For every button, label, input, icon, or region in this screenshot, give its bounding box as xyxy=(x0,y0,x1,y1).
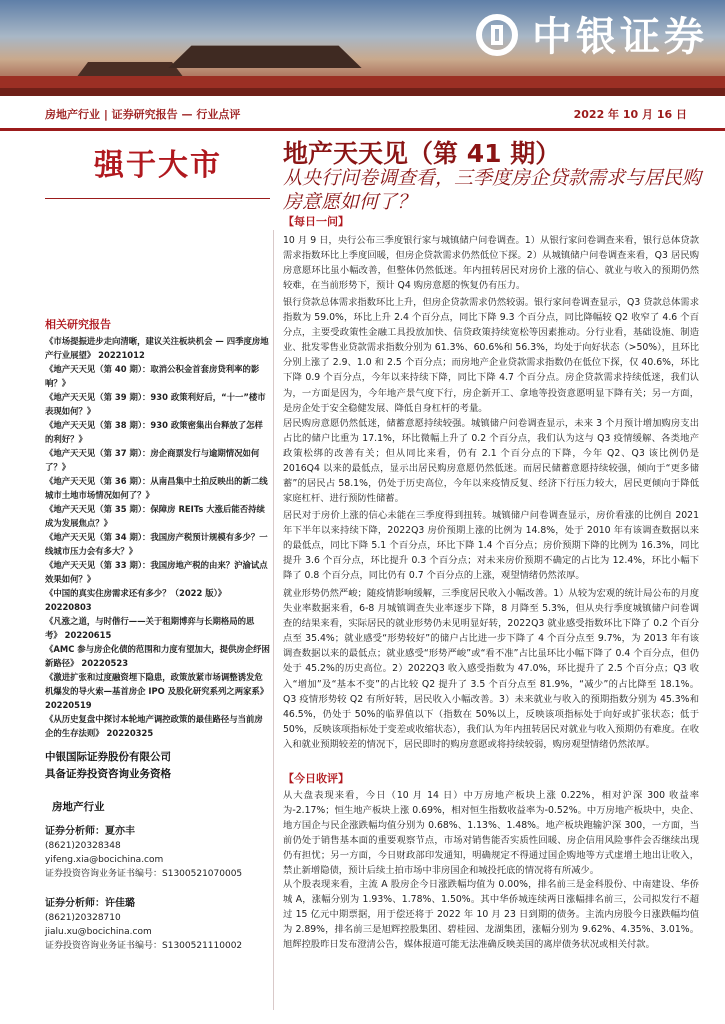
analyst-phone: (8621)20328348 xyxy=(45,841,121,851)
section-tag-daily-question: 【每日一问】 xyxy=(283,215,349,228)
analyst-name: 证券分析师：许佳璐 xyxy=(45,898,135,909)
related-report-item[interactable]: 《从历史复盘中探讨本轮地产调控政策的最佳路径与当前房企的生存法则》 20220325 xyxy=(45,714,263,738)
analyst-cert: 证券投资咨询业务证书编号：S1300521070005 xyxy=(45,869,243,879)
daily-para-5: 就业形势仍然严峻；随疫情影响缓解，三季度居民收入小幅改善。1）从较为宏观的统计局公布的月度失业率数据来看，6-8 月城镇调查失业率逐步下降，8 月降至 5.3%，但从央行季度城镇储户问卷调查的结果来看，实际居民的就业形势仍未见明显好转，2022Q3 就业感受指数环比下降了 0.2 个百分点至 35.4%；就业感受“形势较好”的储户占比进一步下降了 4 个百分点至 9.7%，为 2013 年有该调查数据以来的最低点；就业感受“形势严峻”或“看不准”占比虽环比小幅下降了 0.4 个百分点，但仍处于 45.2%的历史高位。2）2022Q3 收入感受指数为 47.0%，环比提升了 2.5 个百分点；Q3 收入“增加”及“基本不变”的占比较 Q2 提升了 3.5 个百分点至 81.9%，“减少”的占比降至 18.1%。Q3 疫情形势较 Q2 有所好转，居民收入小幅改善。3）未来就业与收入的预期指数分别为 45.3%和 46.5%，仍处于 50%的临界值以下（指数在 50%以上，反映该项指标处于向好或扩张状态；低于 50%，反映该项指标处于变差或收缩状态），我们认为年内扭转居民对就业与收入预期仍有难度。在收入和就业预期较差的情况下，居民即时的购房意愿或将持续较弱，购房观望情绪仍然浓厚。 xyxy=(283,588,699,750)
analyst-cert: 证券投资咨询业务证书编号：S1300521110002 xyxy=(45,941,243,951)
report-date: 2022 年 10 月 16 日 xyxy=(573,108,687,121)
related-report-item[interactable]: 《地产天天见（第 38 期）：930 政策密集出台释放了怎样的利好？》 xyxy=(45,420,263,444)
related-report-item[interactable]: 《地产天天见（第 33 期）：我国房地产税的由来？沪渝试点效果如何？》 xyxy=(45,560,268,584)
daily-para-3: 居民购房意愿仍然低迷，储蓄意愿持续较强。城镇储户问卷调查显示，未来 3 个月预计增加购房支出占比的储户比重为 17.1%，环比微幅上升了 0.2 个百分点，我们认为这与 Q3 疫情缓解、各类地产政策松绑的改善有关；但从同比来看，仍有 2.1 个百分点的下降，今年 Q2、Q3 该比例仍是 2016Q4 以来的最低点，显示出居民购房意愿仍然低迷。而居民储蓄意愿持续较强，倾向于“更多储蓄”的居民占 58.1%，仍处于历史高位，今年以来疫情反复、经济下行压力较大，居民更倾向于降低家庭杠杆、进行预防性储蓄。 xyxy=(283,418,699,505)
palace-roof-left xyxy=(70,58,190,78)
today-para-2: 从个股表现来看，主流 A 股房企今日涨跌幅均值为 0.00%，排名前三是金科股份、中南建设、华侨城 A，涨幅分别为 1.93%、1.78%、1.50%。其中华侨城连续两日涨幅排名前三，公司拟发行不超过 15 亿元中期票据，用于偿还将于 2022 年 10 月 23 日到期的债务。主流内房股今日涨跌幅均值为 2.89%，排名前三是旭辉控股集团、碧桂园、龙湖集团，涨幅分别为 9.62%、4.35%、3.01%。旭辉控股昨日发布澄清公告，媒体报道可能无法准确反映美国的离岸债务状况或相关付款。 xyxy=(283,879,699,951)
company-qualification: 具备证券投资咨询业务资格 xyxy=(45,768,171,780)
analyst-name: 证券分析师：夏亦丰 xyxy=(45,826,135,837)
related-report-item[interactable]: 《地产天天见（第 34 期）：我国房产税预计规模有多少？一线城市压力会有多大？》 xyxy=(45,532,268,556)
report-title: 地产天天见（第 41 期） xyxy=(283,139,561,168)
related-reports-list xyxy=(45,334,271,740)
related-report-item[interactable]: 《地产天天见（第 35 期）：保障房 REITs 大涨后能否持续成为发展焦点？》 xyxy=(45,504,265,528)
related-report-item[interactable]: 《激进扩张和过度融资埋下隐患，政策放紧市场调整诱发危机爆发的导火索—基首房企 IPO 及股化研究系列之两家系》 20220519 xyxy=(45,672,269,710)
palace-ground xyxy=(0,88,725,96)
related-report-item[interactable]: 《地产天天见（第 39 期）：930 政策利好后，“十一”楼市表现如何？》 xyxy=(45,392,266,416)
related-reports-title: 相关研究报告 xyxy=(45,318,111,331)
palace-roof xyxy=(150,40,380,68)
daily-para-4: 居民对于房价上涨的信心未能在三季度得到扭转。城镇储户问卷调查显示，房价看涨的比例自 2021 年下半年以来持续下降，2022Q3 房价预期上涨的比例为 14.8%，处于 2010 年有该调查数据以来的最低点，同比下降 5.1 个百分点，环比下降 1.4 个百分点；房价预期下降的比例为 16.3%，同比提升 3.6 个百分点，环比提升 0.3 个百分点；对未来房价预期不确定的占比为 12.4%，环比小幅下降了 0.8 个百分点，同比仍有 0.7 个百分点的上涨，观望情绪仍然浓厚。 xyxy=(283,510,699,582)
boc-logo-icon xyxy=(476,14,518,56)
related-report-item[interactable]: 《中国的真实住房需求还有多少？（2022 版）》 20220803 xyxy=(45,588,227,612)
report-category: 房地产行业 | 证券研究报告 — 行业点评 xyxy=(45,108,241,121)
sidebar-rule xyxy=(45,198,270,199)
related-report-item[interactable]: 《地产天天见（第 36 期）：从南昌集中土拍反映出的新二线城市土地市场情况如何了？》 xyxy=(45,476,268,500)
related-report-item[interactable]: 《市场提振进步走向清晰，建议关注板块机会 — 四季度房地产行业展望》 20221012 xyxy=(45,336,269,360)
sector-label: 房地产行业 xyxy=(52,801,105,813)
company-name: 中银国际证券股份有限公司 xyxy=(45,751,171,763)
today-para-1: 从大盘表现来看，今日（10 月 14 日）中万房地产板块上涨 0.22%，相对沪深 300 收益率为-2.17%；恒生地产板块上涨 0.69%，相对恒生指数收益率为-0.52%。中万房地产板块中，央企、地方国企与民企涨跌幅均值分别为 0.68%、1.13%、1.48%。地产板块跑输沪深 300，一方面，当前仍处于销售基本面的重要观察节点，市场对销售能否实质性回暖、房企信用风险事件会否继续出现仍有担忧；另一方面，今日财政部印发通知，明确规定不得通过国企购地等方式虚增土地出让收入，禁止新增隐债，预计后续土拍市场中非房国企和城投托底的情况将有所减少。 xyxy=(283,790,699,877)
analyst-block xyxy=(45,897,271,953)
daily-para-1: 10 月 9 日，央行公布三季度银行家与城镇储户问卷调查。1）从银行家问卷调查来看，银行总体贷款需求指数环比上季度回暖，但房企贷款需求仍然低位下探。2）从城镇储户问卷调查来看，Q3 居民购房意愿环比虽小幅改善，但整体仍然低迷。年内扭转居民对房价上涨的信心、就业与收入的预期仍然较难，在当前形势下，预计 Q4 购房意愿的恢复仍有压力。 xyxy=(283,235,699,292)
report-subtitle: 从央行问卷调查看，三季度房企贷款需求与居民购房意愿如何了？ xyxy=(283,167,702,213)
daily-para-2: 银行贷款总体需求指数环比上升，但房企贷款需求仍然较弱。银行家问卷调查显示，Q3 贷款总体需求指数为 59.0%，环比上升 2.4 个百分点，同比下降 9.3 个百分点，同比降幅较 Q2 收窄了 4.6 个百分点，主要受政策性金融工具投放加快、信贷政策持续宽松等因素推动。分行业看，基础设施、制造业、批发零售业贷款需求指数分别为 61.3%、60.6%和 56.3%，均处于向好状态（>50%），且环比分别上涨了 2.9、1.0 和 2.5 个百分点；而房地产企业贷款需求指数仍在低位下探，仅 40.6%，环比下降 0.9 个百分点，今年以来持续下降，同比下降 4.7 个百分点。房企贷款需求持续低迷，我们认为，一方面是因为，今年地产景气度下行，房企新开工、拿地等投资意愿明显下降有关；另一方面，是房企处于安全稳健发展、降低自身杠杆的考量。 xyxy=(283,297,699,414)
analyst-email[interactable]: yifeng.xia@bocichina.com xyxy=(45,855,164,865)
column-divider xyxy=(273,230,274,1010)
related-report-item[interactable]: 《AMC 参与房企化债的范围和力度有望加大，提供房企纾困新路径》 20220523 xyxy=(45,644,270,668)
related-report-item[interactable]: 《凡涨之道，与时偕行——关于租期博弈与长期格局的思考》 20220615 xyxy=(45,616,255,640)
company-info xyxy=(45,749,171,783)
analyst-email[interactable]: jialu.xu@bocichina.com xyxy=(45,927,152,937)
related-report-item[interactable]: 《地产天天见（第 40 期）：取消公积金首套房贷利率的影响？》 xyxy=(45,364,260,388)
rating-label: 强于大市 xyxy=(94,148,222,183)
analyst-phone: (8621)20328710 xyxy=(45,913,121,923)
section-tag-today-review: 【今日收评】 xyxy=(283,772,349,785)
related-report-item[interactable]: 《地产天天见（第 37 期）：房企商票发行与逾期情况如何了？》 xyxy=(45,448,260,472)
analyst-block xyxy=(45,825,271,881)
brand-logo-text: 中银证券 xyxy=(532,14,708,60)
